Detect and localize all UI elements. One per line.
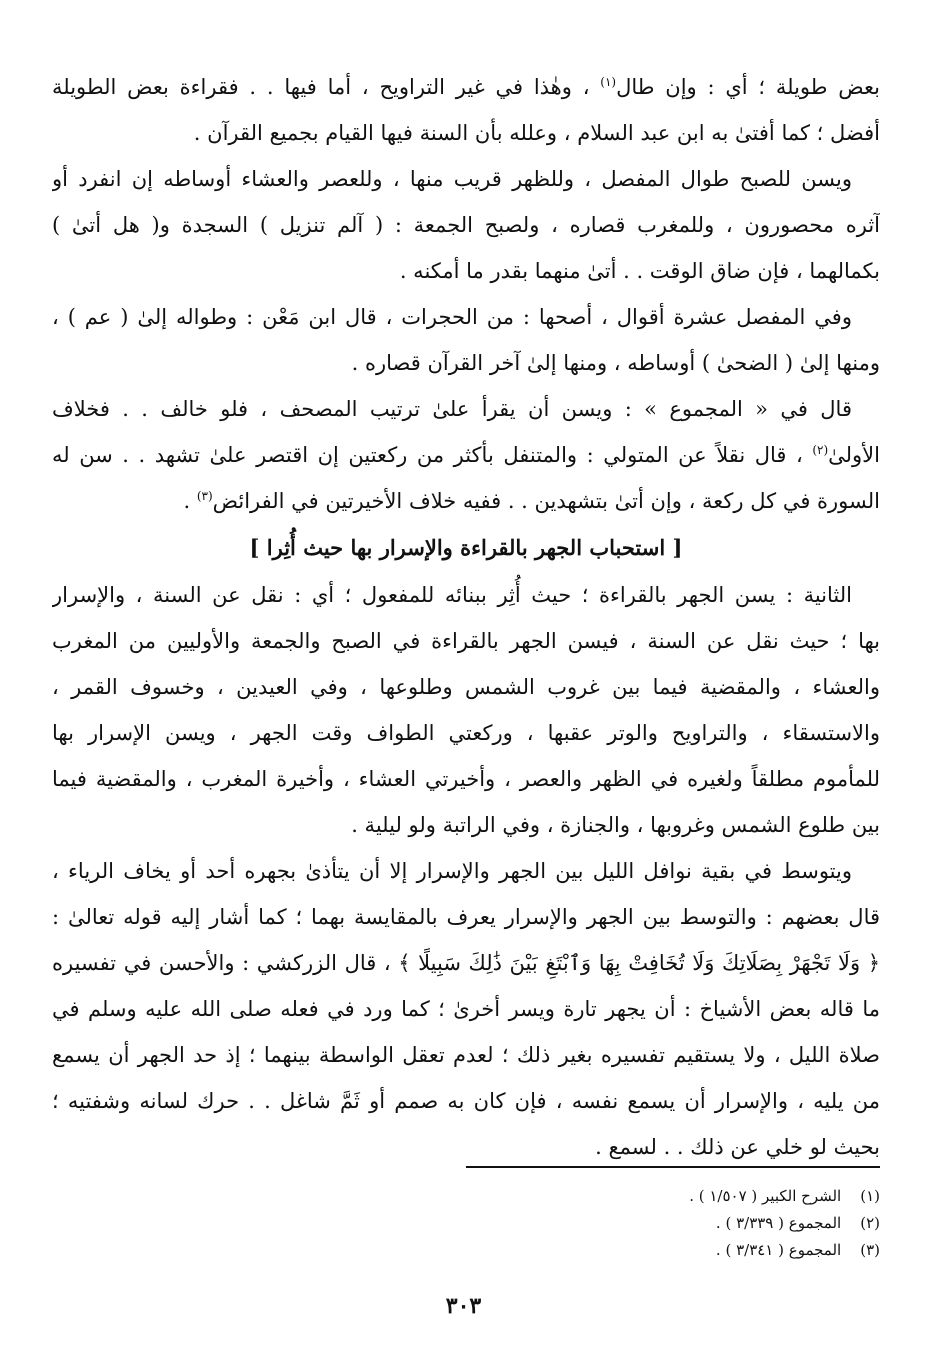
footnote bbox=[420, 1210, 880, 1237]
footnote-ref: (١) bbox=[600, 75, 617, 89]
text-line: وفي المفصل عشرة أقوال ، أصحها : من الحجرات ، قال ابن مَعْن : وطواله إلىٰ ( عم ) ، bbox=[52, 305, 852, 329]
text-line: من يليه ، والإسرار أن يسمع نفسه ، فإن كان به صمم أو ثَمَّ شاغل . . حرك لسانه وشفتيه ؛ bbox=[52, 1089, 880, 1113]
text-line bbox=[52, 432, 880, 478]
text-line: قال بعضهم : والتوسط بين الجهر والإسرار يعرف بالمقايسة بهما ؛ كما أشار إليه قوله تعالىٰ : bbox=[52, 905, 880, 929]
section-heading: [ استحباب الجهر بالقراءة والإسرار بها حيث أُثِرا ] bbox=[249, 535, 683, 560]
footnote-number: (٣) bbox=[860, 1241, 880, 1259]
text-line: والاستسقاء ، والتراويح والوتر عقبها ، وركعتي الطواف وقت الجهر ، ويسن الإسرار بها bbox=[52, 721, 880, 745]
text-segment: بعض طويلة ؛ أي : وإن طال bbox=[616, 75, 880, 99]
text-line: بين طلوع الشمس وغروبها ، والجنازة ، وفي الراتبة ولو ليلية . bbox=[351, 813, 880, 837]
text-segment: . bbox=[183, 489, 197, 513]
text-line: ويتوسط في بقية نوافل الليل بين الجهر والإسرار إلا أن يتأذىٰ بجهره أحد أو يخاف الرياء ، bbox=[52, 859, 852, 883]
text-line: ما قاله بعض الأشياخ : أن يجهر تارة ويسر أخرىٰ ؛ كما ورد في فعله صلى الله عليه وسلم في bbox=[52, 997, 880, 1021]
footnote-divider bbox=[466, 1166, 880, 1168]
text-line: ومنها إلىٰ ( الضحىٰ ) أوساطه ، ومنها إلىٰ آخر القرآن قصاره . bbox=[351, 351, 880, 375]
footnote-ref: (٢) bbox=[812, 443, 829, 457]
text-line: والعشاء ، والمقضية فيما بين غروب الشمس وطلوعها ، وفي العيدين ، وخسوف القمر ، bbox=[52, 675, 880, 699]
text-line: ويسن للصبح طوال المفصل ، وللظهر قريب منها ، وللعصر والعشاء أوساطه إن انفرد أو bbox=[52, 167, 852, 191]
text-line: للمأموم مطلقاً ولغيره في الظهر والعصر ، وأخيرتي العشاء ، وأخيرة المغرب ، والمقضية فيما bbox=[52, 767, 880, 791]
text-line bbox=[52, 64, 880, 110]
footnote-text: المجموع ( ٣/٣٣٩ ) . bbox=[715, 1214, 842, 1232]
footnote-text: المجموع ( ٣/٣٤١ ) . bbox=[715, 1241, 842, 1259]
footnote-number: (١) bbox=[860, 1187, 880, 1205]
footnote-text: الشرح الكبير ( ١/٥٠٧ ) . bbox=[689, 1187, 842, 1205]
text-line: بكمالهما ، فإن ضاق الوقت . . أتىٰ منهما بقدر ما أمكنه . bbox=[399, 259, 880, 283]
text-line bbox=[52, 478, 880, 524]
footnote-number: (٢) bbox=[860, 1214, 880, 1232]
text-segment: ، وهٰذا في غير التراويح ، أما فيها . . فقراءة بعض الطويلة bbox=[52, 75, 601, 99]
text-line: الثانية : يسن الجهر بالقراءة ؛ حيث أُثِر ببنائه للمفعول ؛ أي : نقل عن السنة ، والإسرار bbox=[52, 583, 852, 607]
footnote-ref: (٣) bbox=[196, 489, 213, 503]
text-line: ﴿ وَلَا تَجْهَرْ بِصَلَاتِكَ وَلَا تُخَافِتْ بِهَا وَٱبْتَغِ بَيْنَ ذَٰلِكَ سَبِيلًا ﴾ ، قال الزركشي : والأحسن في تفسيره bbox=[52, 951, 880, 975]
text-line: بها ؛ حيث نقل عن السنة ، فيسن الجهر بالقراءة في الصبح والجمعة والأوليين من المغرب bbox=[52, 629, 880, 653]
text-segment: ، قال نقلاً عن المتولي : والمتنفل بأكثر من ركعتين إن اقتصر علىٰ تشهد . . سن له bbox=[52, 443, 813, 467]
footnote bbox=[420, 1183, 880, 1210]
text-line: قال في « المجموع » : ويسن أن يقرأ علىٰ ترتيب المصحف ، فلو خالف . . فخلاف bbox=[52, 397, 852, 421]
text-line: أفضل ؛ كما أفتىٰ به ابن عبد السلام ، وعلله بأن السنة فيها القيام بجميع القرآن . bbox=[193, 121, 880, 145]
footnote bbox=[420, 1237, 880, 1264]
text-line: آثره محصورون ، وللمغرب قصاره ، ولصبح الجمعة : ( آلم تنزيل ) السجدة و( هل أتىٰ ) bbox=[52, 213, 880, 237]
text-line: صلاة الليل ، ولا يستقيم تفسيره بغير ذلك ؛ لعدم تعقل الواسطة بينهما ؛ إذ حد الجهر أن يسمع bbox=[52, 1043, 880, 1067]
text-line: بحيث لو خلي عن ذلك . . لسمع . bbox=[595, 1135, 880, 1159]
footnotes bbox=[420, 1183, 880, 1264]
page-number: ٣٠٣ bbox=[445, 1293, 482, 1319]
text-segment: السورة في كل ركعة ، وإن أتىٰ بتشهدين . . ففيه خلاف الأخيرتين في الفرائض bbox=[212, 489, 880, 513]
text-segment: الأولىٰ bbox=[828, 443, 880, 467]
main-text bbox=[52, 64, 880, 1170]
